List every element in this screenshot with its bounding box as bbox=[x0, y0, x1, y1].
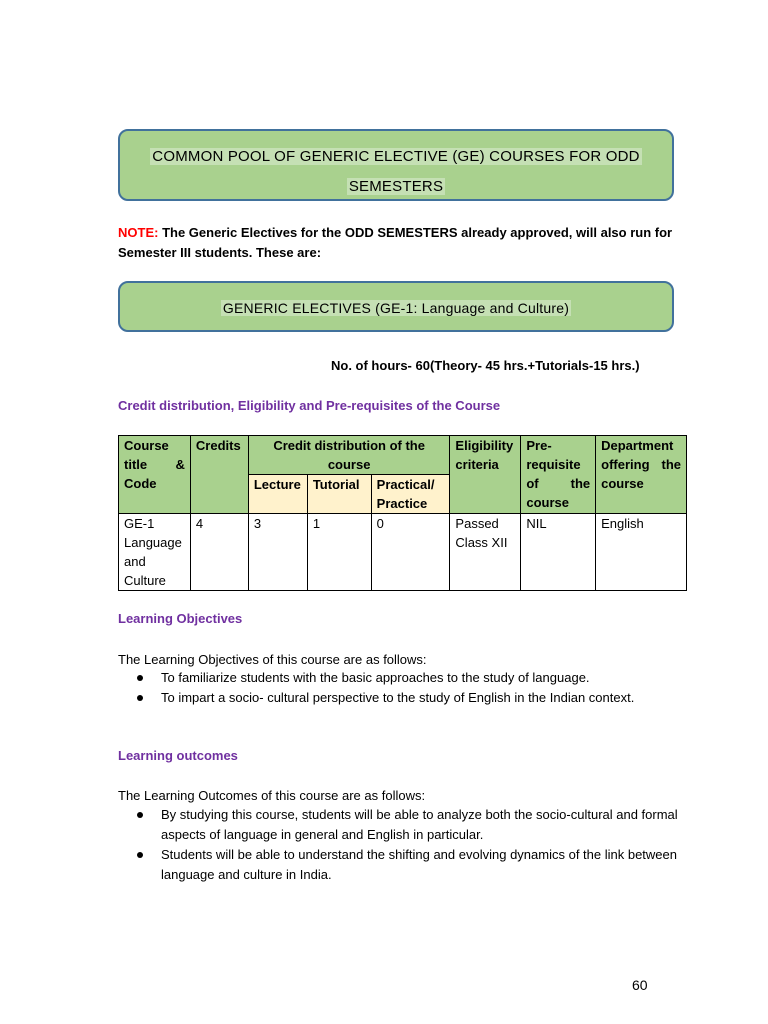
outcomes-intro: The Learning Outcomes of this course are as follows: bbox=[118, 788, 426, 803]
header-practical: Practical/ Practice bbox=[371, 475, 450, 514]
header-course: Course title & Code bbox=[119, 436, 191, 514]
cell-department: English bbox=[596, 514, 687, 591]
credit-section-heading: Credit distribution, Eligibility and Pre-requisites of the Course bbox=[118, 398, 501, 413]
objectives-heading: Learning Objectives bbox=[118, 611, 243, 626]
title-banner-line2: SEMESTERS bbox=[348, 178, 444, 195]
cell-eligibility: Passed Class XII bbox=[450, 514, 521, 591]
ge-banner bbox=[118, 281, 674, 332]
cell-course: GE-1 Language and Culture bbox=[119, 514, 191, 591]
header-distribution: Credit distribution of the course bbox=[248, 436, 450, 475]
note-text: The Generic Electives for the ODD SEMESTERS already approved, will also run for Semester III students. These are: bbox=[118, 225, 673, 260]
header-department: Department offering the course bbox=[596, 436, 687, 514]
cell-credits: 4 bbox=[190, 514, 248, 591]
outcomes-heading: Learning outcomes bbox=[118, 748, 238, 763]
list-item: To impart a socio- cultural perspective to the study of English in the Indian context. bbox=[161, 688, 688, 708]
ge-banner-text: GENERIC ELECTIVES (GE-1: Language and Culture) bbox=[222, 300, 570, 316]
cell-practical: 0 bbox=[371, 514, 450, 591]
list-item: To familiarize students with the basic approaches to the study of language. bbox=[161, 668, 688, 688]
table-header-row bbox=[119, 436, 687, 475]
note-label: NOTE: bbox=[118, 225, 159, 240]
hours-line: No. of hours- 60(Theory- 45 hrs.+Tutorials-15 hrs.) bbox=[331, 358, 640, 373]
list-item: By studying this course, students will be able to analyze both the socio-cultural and formal aspects of language in general and English in particular. bbox=[161, 805, 688, 845]
header-eligibility: Eligibility criteria bbox=[450, 436, 521, 514]
objectives-intro: The Learning Objectives of this course are as follows: bbox=[118, 652, 427, 667]
list-item: Students will be able to understand the shifting and evolving dynamics of the link between language and culture in India. bbox=[161, 845, 688, 885]
credit-distribution-table bbox=[118, 435, 687, 591]
header-lecture: Lecture bbox=[248, 475, 307, 514]
cell-tutorial: 1 bbox=[307, 514, 371, 591]
cell-prereq: NIL bbox=[521, 514, 596, 591]
objectives-list bbox=[118, 668, 688, 708]
table-row bbox=[119, 514, 687, 591]
cell-lecture: 3 bbox=[248, 514, 307, 591]
page-number: 60 bbox=[632, 977, 648, 993]
note-paragraph bbox=[118, 223, 678, 263]
title-banner-line1: COMMON POOL OF GENERIC ELECTIVE (GE) COURSES FOR ODD bbox=[152, 148, 640, 165]
title-banner bbox=[118, 129, 674, 201]
header-prereq: Pre-requisite of the course bbox=[521, 436, 596, 514]
outcomes-list bbox=[118, 805, 688, 885]
header-credits: Credits bbox=[190, 436, 248, 514]
header-tutorial: Tutorial bbox=[307, 475, 371, 514]
